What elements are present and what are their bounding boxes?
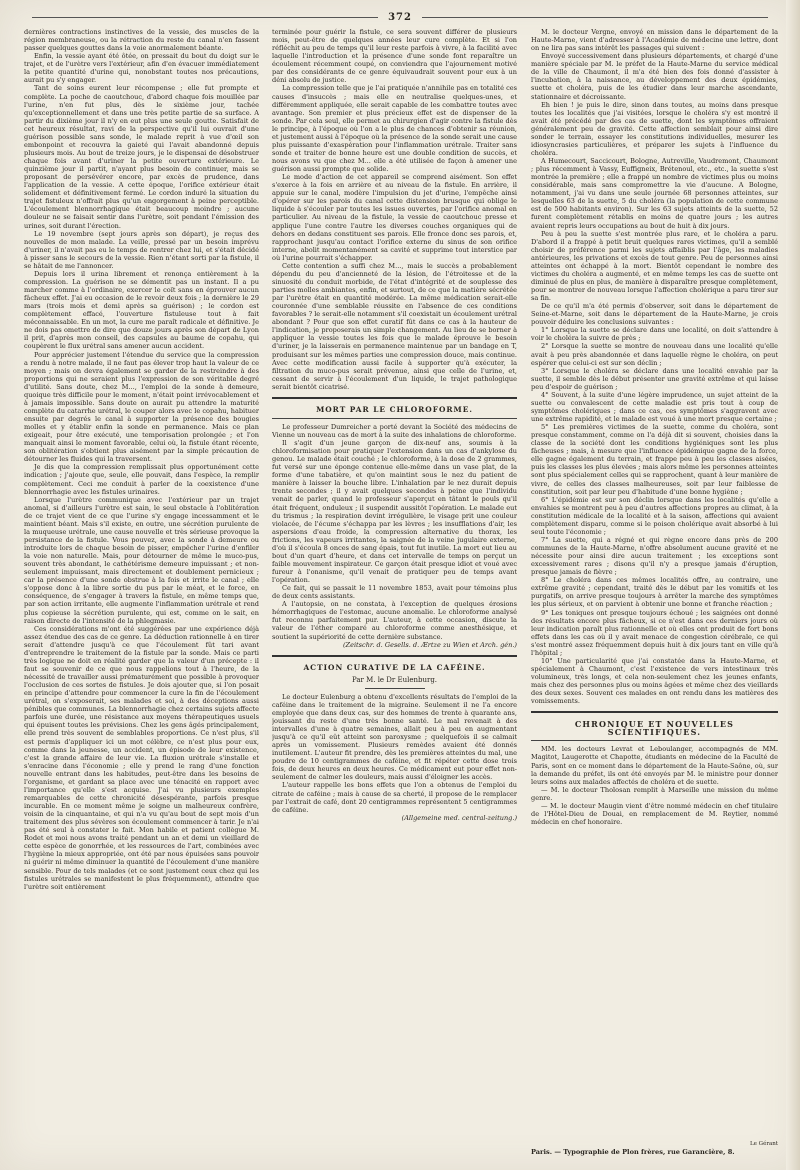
paragraph: Lorsque l'urètre communique avec l'extérieur par un trajet anomal, si d'ailleurs l'urètre est sain, le seul obstacle à l'oblitération de ce trajet vient de ce que l'urine s'y engage incessamment et le maintient béant. Mais s'il existe, en outre, une sécrétion purulente de la muqueuse urétrale, une cause nouvelle et très sérieuse provoque la persistance de la fistule. Vous pouvez, avec la sonde à demeure ou introduite lors de chaque besoin de pisser, empêcher l'urine d'enfiler la voie non naturelle. Mais, pour détourner de même le muco-pus, souvent très abondant, le cathétérisme demeure impuissant ; et non-seulement impuissant, mais directement et doublement pernicieux ; car la présence d'une sonde obstrue à la fois et irrite le canal ; elle s'oppose donc à la libre sortie du pus par le méat, et le force, en conséquence, de s'engager à travers la fistule, en même temps que, par son action irritante, elle augmente l'inflammation urétrale et rend plus copieuse la sécrétion purulente, qui est, comme on le sait, en raison directe de l'intensité de la phlegmasie. [24,495,259,625]
paragraph: La compression telle que je l'ai pratiquée n'annihile pas en totalité ces causes d'insuccès ; mais elle en neutralise quelques-unes, et différemment appliquée, elle serait capable de les combattre toutes avec avantage. Son premier et plus précieux effet est de dispenser de la sonde. Par cela seul, elle permet au chirurgien d'agir contre la fistule dès le principe, à l'époque où l'on a le plus de chances d'obtenir sa réunion, et justement aussi à l'époque où la présence de la sonde serait une cause plus puissante d'exaspération pour l'inflammation urétrale. Traiter sans sonde et traiter de bonne heure est une double condition de succès, et nous avons vu que chez M... elle a été utilisée de façon à amener une guérison aussi prompte que solide. [272,84,517,174]
paragraph: Pour apprécier justement l'étendue du service que la compression a rendu à notre malade, il ne faut pas élever trop haut la valeur de ce moyen ; mais on devra également se garder de la restreindre à des proportions qui ne seraient plus l'expression de son véritable degré d'utilité. Sans doute, chez M..., l'emploi de la sonde à demeure, quoique très difficile pour le moment, n'était point irrévocablement et à jamais impossible. Sans doute on aurait pu attendre la maturité complète du catarrhe urétral, le couper alors avec le copahu, habituer ensuite par degrés le canal à supporter la présence des bougies molles et y établir enfin la sonde en permanence. Mais ce plan exigeait, pour être exécuté, une temporisation prolongée ; et l'on manquait ainsi le moment favorable, celui où, la fistule étant récente, son oblitération s'obtient plus aisément par la simple précaution de détourner les fluides qui la traversent. [24,350,259,464]
paragraph: 7° La suette, qui a régné et qui règne encore dans près de 200 communes de la Haute-Marne, n'offre absolument aucune gravité et ne nécessite pour ainsi dire aucun traitement ; les exceptions sont excessivement rares ; disons qu'il n'y a presque jamais d'éruption, presque jamais de fièvre ; [531,535,778,577]
paragraph: dernières contractions instinctives de la vessie, des muscles de la région membraneuse, ou la rétraction du reste du canal n'en fassent passer quelques gouttes dans la voie anormalement béante. [24,28,259,53]
paragraph: 3° Lorsque le choléra se déclare dans une localité envahie par la suette, il semble dès le début présenter une gravité extrême et qui laisse peu d'espoir de guérison ; [531,366,778,391]
paragraph: De ce qu'il m'a été permis d'observer, soit dans le département de Seine-et-Marne, soit dans le département de la Haute-Marne, je crois pouvoir déduire les conclusions suivantes : [531,302,778,327]
paragraph: Ces considérations m'ont été suggérées par une expérience déjà assez étendue des cas de ce genre. La déduction rationnelle à en tirer serait d'attendre jusqu'à ce que l'écoulement fût tari avant d'entreprendre le traitement de la fistule par la sonde. Mais ce parti très logique ne doit en réalité garder que la valeur d'un précepte : il faut se souvenir de ce que nous rappelions tout à l'heure, de la nécessité de travailler aussi prématurément que possible à provoquer l'occlusion de ces sortes de fistules. Je dois ajouter que, si l'on posait en principe d'attendre pour commencer la cure la fin de l'écoulement urétral, on s'exposerait, ses malades et soi, à des déceptions aussi pénibles que communes. La blennorrhagie chez certains sujets affecte parfois une durée, une résistance aux moyens thérapeutiques usuels qui épuisent toutes les prévisions. Chez les gens âgés principalement, elle prend très souvent de semblables proportions. Ce n'est plus, s'il est permis d'appliquer ici un mot célèbre, ce n'est plus pour eux, comme dans la jeunesse, un accident, un épisode de leur existence, c'est la grande affaire de leur vie. La fluxion urétrale s'installe et s'enracine dans l'économie ; elle y prend le rang d'une fonction nouvelle entrant dans les habitudes, peut-être dans les besoins de l'organisme, et gardant sa place avec une ténacité en rapport avec l'importance qu'elle s'est acquise. J'ai vu plusieurs exemples remarquables de cette chronicité désespérante, parfois presque incurable. En ce moment même je soigne un malheureux confrère, voisin de la cinquantaine, et qui n'a vu qu'au bout de sept mois d'un traitement des plus sévères son écoulement commencer à tarir. Je n'ai pas été seul à constater le fait. Mon habile et patient collègue M. Rodet et moi nous avons traité pendant un an et demi un vieillard de cette espèce de gonorrhée, et les ressources de l'art, combinées avec l'hygiène la mieux appropriée, ont été par nous épuisées sans pouvoir ni guérir ni même diminuer la quantité de l'écoulement d'une manière sensible. Pour de tels malades (et ce sont justement ceux chez qui les fistules urétrales se manifestent le plus fréquemment), attendre que l'urètre soit entièrement [24,624,259,891]
paragraph: Peu à peu la suette s'est montrée plus rare, et le choléra a paru. D'abord il a frappé à petit bruit quelques rares victimes, qu'il a semblé choisir de préférence parmi les sujets affaiblis par l'âge, les maladies antérieures, les privations et excès de tout genre. Peu de personnes ainsi atteintes ont échappé à la mort. Bientôt cependant le nombre des victimes du choléra a augmenté, et en même temps les cas de suette ont diminué de plus en plus, de manière à disparaître presque complètement, pour se montrer de nouveau lorsque l'affection cholérique a paru tirer sur sa fin. [531,229,778,303]
paragraph: 10° Une particularité que j'ai constatée dans la Haute-Marne, et spécialement à Chaumont, c'est l'existence de vers intestinaux très volumineux, très longs, et cela non-seulement chez les jeunes enfants, mais chez des personnes plus ou moins âgées et même chez des vieillards des deux sexes. Souvent ces malades en ont rendu dans les matières des vomissements. [531,656,778,706]
paragraph: terminée pour guérir la fistule, ce sera souvent différer de plusieurs mois, peut-être de quelques années leur cure complète. Et si l'on réfléchit au peu de temps qu'il leur reste parfois à vivre, à la facilité avec laquelle l'introduction et la présence d'une sonde font reparaître un écoulement récemment coupé, on conviendra que l'ajournement motivé par des considérants de ce genre équivaudrait souvent pour eux à un déni absolu de justice. [272,28,517,85]
paragraph: MM. les docteurs Levrat et Leboulanger, accompagnés de MM. Magitot, Laugerotte et Chapotte, étudiants en médecine de la Faculté de Paris, sont en ce moment dans le département de la Haute-Saône, où, sur la demande du préfet, ils ont été envoyés par M. le ministre pour donner leurs soins aux malades affectés de choléra et de suette. [531,745,778,786]
paragraph: Le docteur Eulenburg a obtenu d'excellents résultats de l'emploi de la caféine dans le traitement de la migraine. Seulement il ne l'a encore employée que dans deux cas, sur des hommes de trente à quarante ans, jouissant du reste d'une très bonne santé. Le mal revenait à des intervalles d'une à quatre semaines, allait peu à peu en augmentant jusqu'à ce qu'il eût atteint son paroxysme ; quelquefois il se calmait après un vomissement. Plusieurs remèdes avaient été donnés inutilement. L'auteur fit prendre, dès les premières atteintes du mal, une poudre de 10 centigrammes de caféine, et fit répéter cette dose trois fois, de deux heures en deux heures. Ce médicament eut pour effet non-seulement de calmer les douleurs, mais aussi d'éloigner les accès. [272,692,517,782]
citation: (Zeitschr. d. Gesells. d. Ærtze zu Wien et Arch. gén.) [342,640,517,649]
page-number: 372 [388,11,412,23]
paragraph: Enfin, la vessie ayant été ôtée, on pressait du bout du doigt sur le trajet, et de l'urètre vers l'extérieur, afin d'en évacuer immédiatement la petite quantité d'urine qui, nonobstant toutes nos précautions, aurait pu s'y engager. [24,52,259,85]
paragraph: A Humecourt, Saccicourt, Bologne, Autreville, Vaudremont, Chaumont ; plus récemment à Vassy, Euffigneix, Brétenoul, etc., etc., la suette s'est montrée la première ; elle a frappé un nombre de victimes plus ou moins considérable, mais sans compromettre la vie d'aucune. A Bologne, notamment, j'ai vu dans une seule journée 68 personnes atteintes, sur lesquelles 63 de la suette, 5 du choléra (la population de cette commune est de 500 habitants environ). Sur les 63 sujets atteints de la suette, 52 furent complètement rétablis en moins de quatre jours ; les autres avaient repris leurs occupations au bout de huit à dix jours. [531,157,778,230]
article-title-cafeine: ACTION CURATIVE DE LA CAFÉINE. [303,662,486,672]
article-title-chloroforme: MORT PAR LE CHLOROFORME. [316,404,473,414]
byline-rule [365,688,425,689]
paragraph: Le mode d'action de cet appareil se comprend aisément. Son effet s'exerce à la fois en arrière et au niveau de la fistule. En arrière, il appuie sur le canal, modère l'impulsion du jet d'urine, l'empêche ainsi d'opérer sur les parois du canal cette distension brusque qui oblige le liquide à s'écouler par toutes les issues ouvertes, par l'orifice anomal en particulier. Au niveau de la fistule, la vessie de caoutchouc presse et applique l'une contre l'autre les diverses couches organiques qui de dehors en dedans constituent ses parois. Elle fronce donc ses parois, et, rapprochant jusqu'au contact l'orifice externe du sinus de son orifice interne, abolit momentanément sa cavité et supprime tout interstice par où l'urine pourrait s'échapper. [272,173,517,262]
imprint: Paris. — Typographie de Plon frères, rue Garancière, 8. [531,1148,735,1156]
paragraph: Tant de soins eurent leur récompense ; elle fut prompte et complète. La poche de caoutchouc, d'abord chaque fois mouillée par l'urine, n'en fut plus, dès le sixième jour, tachée qu'exceptionnellement et dans une très petite partie de sa surface. A partir du dixième jour il n'y en eut plus une seule goutte. Satisfait de cet heureux résultat, ravi de la perspective qu'il lui ouvrait d'une guérison possible sans sonde, le malade reprit à vue d'œil son embonpoint et recouvra la gaieté qui l'avait abandonné depuis plusieurs mois. Au bout de treize jours, je le dispensai de désobstruer chaque fois avant d'uriner la petite ouverture extérieure. Le quinzième jour il partit, n'ayant plus besoin de continuer, mais se proposant de persévérer encore, par excès de prudence, dans l'application de la vessie. A cette époque, l'orifice extérieur était solidement et définitivement fermé. Le cordon induré la situation du trajet fistuleux n'offrait plus qu'un engorgement à peine perceptible. L'écoulement blennorrhagique était beaucoup moindre ; aucune douleur ne se faisait sentir dans l'urètre, soit pendant l'émission des urines, soit durant l'érection. [24,84,259,230]
paragraph: 6° L'épidémie est sur son déclin lorsque dans les localités qu'elle a envahies se montrent peu à peu d'autres affections propres au climat, à la constitution médicale de la localité et à la saison, affections qui avaient complètement disparu, comme si le poison cholérique avait absorbé à lui seul toute l'économie ; [531,495,778,536]
paragraph: Depuis lors il urina librement et renonça entièrement à la compression. La guérison ne se démentit pas un instant. Il a pu marcher comme à l'ordinaire, exercer le coït sans en éprouver aucun fâcheux effet. J'ai eu occasion de le revoir deux fois ; la dernière le 29 mars (trois mois et demi après sa guérison) ; le cordon est complètement effacé, l'ouverture fistuleuse tout à fait méconnaissable. En un mot, la cure me paraît radicale et définitive. Je ne dois pas omettre de dire que douze jours après son départ de Lyon il prit, d'après mon conseil, des capsules au baume de copahu, qui coupèrent le flux urétral sans amener aucun accident. [24,269,259,351]
page-edge-shadow [786,0,800,1170]
header-rule-left [32,17,378,18]
paragraph: L'auteur rappelle les bons effets que l'on a obtenus de l'emploi du citrate de caféine ; mais à cause de sa cherté, il propose de le remplacer par l'extrait de café, dont 20 centigrammes représentent 5 centigrammes de caféine. [272,781,517,814]
paragraph: A l'autopsie, on ne constata, à l'exception de quelques érosions hémorrhagiques de l'estomac, aucune anomalie. Le chloroforme analysé fut reconnu parfaitement pur. L'auteur, à cette occasion, discute la valeur de l'éther comparé au chloroforme comme anesthésique, et soutient la supériorité de cette dernière substance. [272,600,517,641]
paragraph: Il s'agit d'un jeune garçon de dix-neuf ans, soumis à la chloroformisation pour pratiquer l'extension dans un cas d'ankylose du genou. Le malade était couché ; le chloroforme, à la dose de 2 grammes, fut versé sur une éponge contenue elle-même dans un vase plat, de la forme d'une tabatière, et qu'on maintint sous le nez du patient de manière à laisser la bouche libre. L'inhalation par le nez durait depuis trente secondes ; il y avait quelques secondes à peine que l'individu venait de parler, quand le professeur s'aperçut en tâtant le pouls qu'il était fréquent, onduleux ; il suspendit aussitôt l'opération. Le malade eut du trismus ; la respiration devint irrégulière, le visage prit une couleur violacée, de l'écume s'échappa par les lèvres ; les insufflations d'air, les aspersions d'eau froide, la compression alternative du thorax, les frictions, les vapeurs irritantes, la saignée de la veine jugulaire externe, d'où il s'écoula 8 onces de sang épais, tout fut inutile. La mort eut lieu au bout d'un quart d'heure, et dans cet intervalle de temps on perçut un faible mouvement inspirateur. Ce garçon était presque idiot et voué avec fureur à l'onanisme, qu'il venait de pratiquer peu de temps avant l'opération. [272,439,517,585]
column-middle [272,28,517,1158]
section-divider [272,397,517,399]
paragraph: 4° Souvent, à la suite d'une légère imprudence, un sujet atteint de la suette ou convalescent de cette maladie est pris tout à coup de symptômes cholériques ; dans ce cas, ces symptômes s'aggravent avec une extrême rapidité, et le malade est voué à une mort presque certaine ; [531,390,778,423]
paragraph: Envoyé successivement dans plusieurs départements, et chargé d'une manière spéciale par M. le préfet de la Haute-Marne du service médical de la ville de Chaumont, il m'a été bien des fois donné d'assister à l'incubation, à la naissance, au développement des deux épidémies, suette et choléra, puis de les étudier dans leur marche ascendante, stationnaire et décroissante. [531,52,778,101]
gerant-label: Le Gérant [750,1141,778,1147]
header-rule-right [422,17,768,18]
paragraph: M. le docteur Vergne, envoyé en mission dans le département de la Haute-Marne, vient d'adresser à l'Académie de médecine une lettre, dont on ne lira pas sans intérêt les passages qui suivent : [531,28,778,53]
column-right [531,28,778,1136]
paragraph: 2° Lorsque la suette se montre de nouveau dans une localité qu'elle avait à peu près abandonnée et dans laquelle règne le choléra, on peut espérer que celui-ci est sur son déclin ; [531,342,778,367]
paragraph: — M. le docteur Maugin vient d'être nommé médecin en chef titulaire de l'Hôtel-Dieu de Douai, en remplacement de M. Reytier, nommé médecin en chef honoraire. [531,801,778,826]
paragraph: 1° Lorsque la suette se déclare dans une localité, on doit s'attendre à voir le choléra la suivre de près ; [531,326,778,343]
paragraph: Cette contention a suffi chez M..., mais le succès a probablement dépendu du peu d'ancienneté de la lésion, de l'étroitesse et de la sinuosité du conduit morbide, de l'état d'intégrité et de souplesse des parties molles ambiantes, enfin, et surtout, de ce que la matière sécrétée par l'urètre était en quantité modérée. La même médication serait-elle couronnée d'une semblable réussite en l'absence de ces conditions favorables ? le serait-elle notamment s'il coexistait un écoulement urétral abondant ? Pour que son effet curatif fût dans ce cas à la hauteur de l'indication, je proposerais un simple changement. Au lieu de se borner à appliquer la vessie toutes les fois que le malade éprouve le besoin d'uriner, je la laisserais en permanence maintenue par un bandage en T, produisant sur les mêmes parties une compression douce, mais continue. Avec cette modification aussi facile à supporter qu'à exécuter, la filtration du muco-pus serait prévenue, ainsi que celle de l'urine, et, cessant de servir à l'écoulement d'un liquide, le trajet pathologique serait bientôt cicatrisé. [272,261,517,391]
paragraph: — M. le docteur Tholosan remplit à Marseille une mission du même genre. [531,785,778,802]
section-divider [531,711,778,713]
column-left [24,28,259,1158]
paragraph: Je dis que la compression remplissait plus opportunément cette indication ; j'ajoute que, seule, elle pouvait, dans l'espèce, la remplir complètement. Ceci me conduit à parler de la coexistence d'une blennorrhagie avec les fistules urinaires. [24,463,259,496]
paragraph: 5° Les premières victimes de la suette, comme du choléra, sont presque constamment, comme on l'a déjà dit si souvent, choisies dans la classe de la société dont les conditions hygiéniques sont les plus fâcheuses ; mais, à mesure que l'influence épidémique gagne de la force, elle gagne également du terrain, et frappe peu à peu les classes aisées, puis les classes les plus élevées ; mais alors même les personnes atteintes sont plus spécialement celles qui se rapprochent, quant à leur manière de vivre, de celles des classes malheureuses, soit par leur faiblesse de constitution, soit par leur peu d'habitude d'une bonne hygiène ; [531,423,778,496]
chronique-title: CHRONIQUE ET NOUVELLES SCIENTIFIQUES. [574,719,735,738]
paragraph: Eh bien ! je puis le dire, sinon dans toutes, au moins dans presque toutes les localités que j'ai visitées, lorsque le choléra s'y est montré il avait été précédé par des cas de suette, dont les symptômes offraient généralement peu de gravité. Cette affection semblait pour ainsi dire sonder le terrain, essayer les constitutions individuelles, mesurer les idiosyncrasies particulières, et préparer les sujets à l'influence du choléra. [531,100,778,157]
article-byline: Par M. le Dr Eulenburg. [351,675,438,684]
paragraph: Le professeur Dumreicher a porté devant la Société des médecins de Vienne un nouveau cas de mort à la suite des inhalations de chloroforme. [272,422,517,439]
citation: (Allgemeine med. central-zeitung.) [401,813,517,822]
paragraph: 8° Le choléra dans ces mêmes localités offre, au contraire, une extrême gravité ; cependant, traité dès le début par les vomitifs et les purgatifs, on arrive presque toujours à arrêter la marche des symptômes les plus sérieux, et on parvient à obtenir une bonne et franche réaction ; [531,576,778,609]
title-underline [531,740,778,741]
paragraph: Le 19 novembre (sept jours après son départ), je reçus des nouvelles de mon malade. La veille, pressé par un besoin imprévu d'uriner, il n'avait pas eu le temps de rentrer chez lui, et s'était décidé à pisser sans le secours de la vessie. Rien n'étant sorti par la fistule, il se hâtait de me l'annoncer. [24,229,259,270]
page-footer [531,1140,778,1156]
page-header [22,8,778,26]
section-divider [272,655,517,657]
paragraph: 9° Les toniques ont presque toujours échoué ; les saignées ont donné des résultats encore plus fâcheux, si ce n'est dans ces derniers jours où leur indication paraît plus rationnelle et où elles ont produit de fort bons effets dans les cas où il y avait menace de congestion cérébrale, ce qui s'est montré assez fréquemment depuis huit à dix jours tant en ville qu'à l'hôpital ; [531,608,778,657]
title-underline [272,418,517,419]
paragraph: Ce fait, qui se passait le 11 novembre 1853, avait pour témoins plus de deux cents assistants. [272,584,517,601]
